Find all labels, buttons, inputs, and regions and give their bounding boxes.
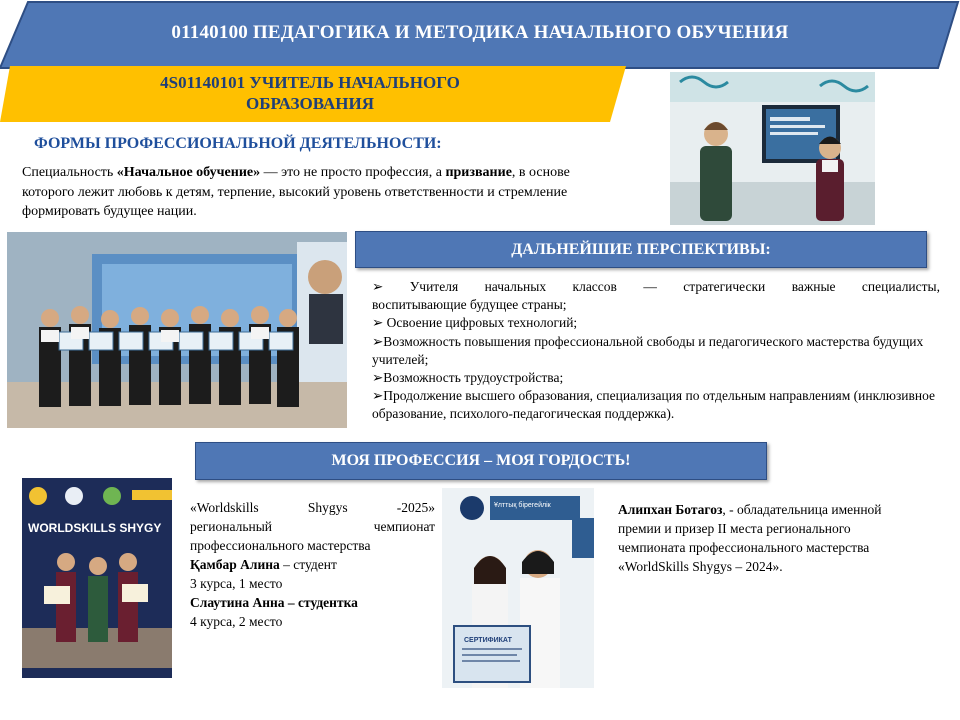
classroom-photo xyxy=(670,72,875,225)
intro-bold-calling: призвание xyxy=(445,165,512,180)
perspective-item-3: ➢Возможность повышения профессиональной свободы и педагогического мастерства будущих учителей; xyxy=(372,333,924,367)
intro-suffix: , в основе которого лежит любовь к детям, терпение, высокий уровень ответственности и стремление формировать будущее нации. xyxy=(22,165,570,219)
intro-middle: — это не просто профессия, а xyxy=(260,165,446,180)
certificate-label: СЕРТИФИКАТ xyxy=(464,637,512,644)
perspective-item-1-cont: воспитывающие будущее страны; xyxy=(372,297,567,313)
intro-paragraph xyxy=(22,163,622,222)
pride-heading: МОЯ ПРОФЕССИЯ – МОЯ ГОРДОСТЬ! xyxy=(195,442,767,480)
worldskills-student-1 xyxy=(190,555,435,574)
worldskills-line-3: профессионального мастерства xyxy=(190,538,371,553)
forms-heading: ФОРМЫ ПРОФЕССИОНАЛЬНОЙ ДЕЯТЕЛЬНОСТИ: xyxy=(34,135,442,152)
perspectives-list xyxy=(372,278,940,424)
worldskills-student-2 xyxy=(190,593,435,612)
student-1-role: – студент xyxy=(279,557,337,572)
worldskills-student-2-detail: 4 курса, 2 место xyxy=(190,614,283,629)
alipkhan-name: Алипхан Ботагоз xyxy=(618,502,723,517)
worldskills-line-2: региональный чемпионат xyxy=(190,519,435,534)
qualification-line-2: ОБРАЗОВАНИЯ xyxy=(246,94,374,113)
alipkhan-description: , - обладательница именной премии и призер II места регионального чемпионата профессионального мастерства «WorldSkills Shygys – 2024». xyxy=(618,502,882,574)
page-title: 01140100 ПЕДАГОГИКА И МЕТОДИКА НАЧАЛЬНОГО ОБУЧЕНИЯ xyxy=(171,22,789,43)
perspectives-heading: ДАЛЬНЕЙШИЕ ПЕРСПЕКТИВЫ: xyxy=(355,231,927,268)
perspective-item-4: ➢Возможность трудоустройства; xyxy=(372,370,564,386)
alipkhan-text xyxy=(618,500,898,576)
student-1-name: Қамбар Алина xyxy=(190,557,280,572)
perspective-item-5: ➢Продолжение высшего образования, специализация по отдельным направлениям (инклюзивное образование, психолого-педагогическая поддержка). xyxy=(372,388,936,422)
worldskills-text xyxy=(190,498,435,631)
worldskills-photo xyxy=(22,478,172,678)
alipkhan-photo xyxy=(442,488,594,688)
perspective-item-1: ➢ Учителя начальных классов — стратегически важные специалисты, xyxy=(372,279,940,294)
intro-prefix: Специальность xyxy=(22,165,117,180)
alipkhan-photo-sign: Ұлттық бірегейлік xyxy=(494,502,551,509)
qualification-title xyxy=(120,72,500,114)
qualification-line-1: 4S01140101 УЧИТЕЛЬ НАЧАЛЬНОГО xyxy=(160,73,460,92)
worldskills-student-1-detail: 3 курса, 1 место xyxy=(190,576,283,591)
group-photo xyxy=(7,232,347,428)
worldskills-line-1: «Worldskills Shygys -2025» xyxy=(190,500,435,515)
perspective-item-2: ➢ Освоение цифровых технологий; xyxy=(372,315,578,331)
student-2-name: Слаутина Анна – студентка xyxy=(190,595,358,610)
intro-bold-specialty: «Начальное обучение» xyxy=(116,165,261,180)
worldskills-photo-sign: WORLDSKILLS SHYGY xyxy=(28,521,162,535)
